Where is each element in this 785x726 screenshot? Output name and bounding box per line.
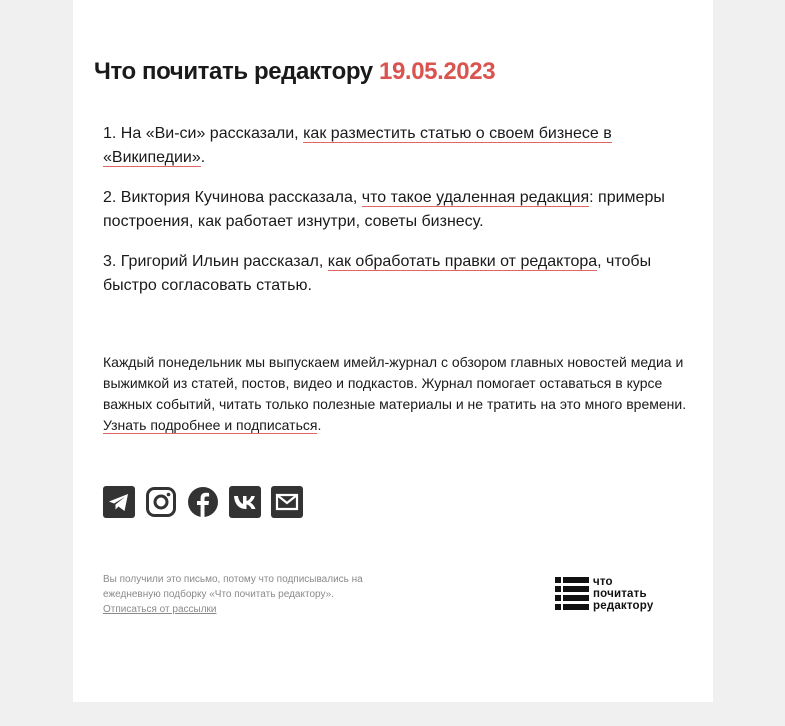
article-link-remote-editorial[interactable]: что такое удаленная редакция: [361, 189, 590, 206]
email-card: [73, 0, 713, 702]
telegram-icon[interactable]: [103, 486, 135, 518]
unsubscribe-link[interactable]: Отписаться от рассылки: [103, 604, 217, 615]
brand-logo: [555, 576, 685, 614]
footer-note: Вы получили это письмо, потому что подписывались на ежедневную подборку «Что почитать редактору». Отписаться от рассылки: [103, 574, 363, 615]
digest-description: Каждый понедельник мы выпускаем имейл-журнал с обзором главных новостей медиа и выжимкой из статей, постов, видео и подкастов. Журнал помогает оставаться в курсе важных событий, читать только полезные материалы и не тратить на это много времени. Узнать подробнее и подписаться.: [103, 354, 687, 433]
email-icon[interactable]: [271, 486, 303, 518]
facebook-icon[interactable]: [187, 486, 219, 518]
logo-mark-icon: [555, 577, 589, 611]
title-text: Что почитать редактору: [94, 58, 373, 85]
article-list: [103, 122, 693, 314]
page-title: [94, 58, 495, 86]
social-links: [103, 486, 303, 518]
subscribe-link[interactable]: Узнать подробнее и подписаться: [103, 417, 318, 433]
logo-wordmark: что почитать редактору: [593, 576, 654, 612]
article-link-editor-edits[interactable]: как обработать правки от редактора: [327, 253, 598, 270]
list-item: 3. Григорий Ильин рассказал, как обработать правки от редактора, чтобы быстро согласовать статью.: [103, 253, 652, 294]
instagram-icon[interactable]: [145, 486, 177, 518]
article-link-wikipedia[interactable]: как разместить статью о своем бизнесе в «Википедии»: [103, 125, 612, 166]
list-item: 1. На «Ви-си» рассказали, как разместить статью о своем бизнесе в «Википедии».: [103, 125, 612, 166]
list-item: 2. Виктория Кучинова рассказала, что такое удаленная редакция: примеры построения, как работает изнутри, советы бизнесу.: [103, 189, 665, 230]
issue-date: 19.05.2023: [379, 58, 496, 85]
vk-icon[interactable]: [229, 486, 261, 518]
